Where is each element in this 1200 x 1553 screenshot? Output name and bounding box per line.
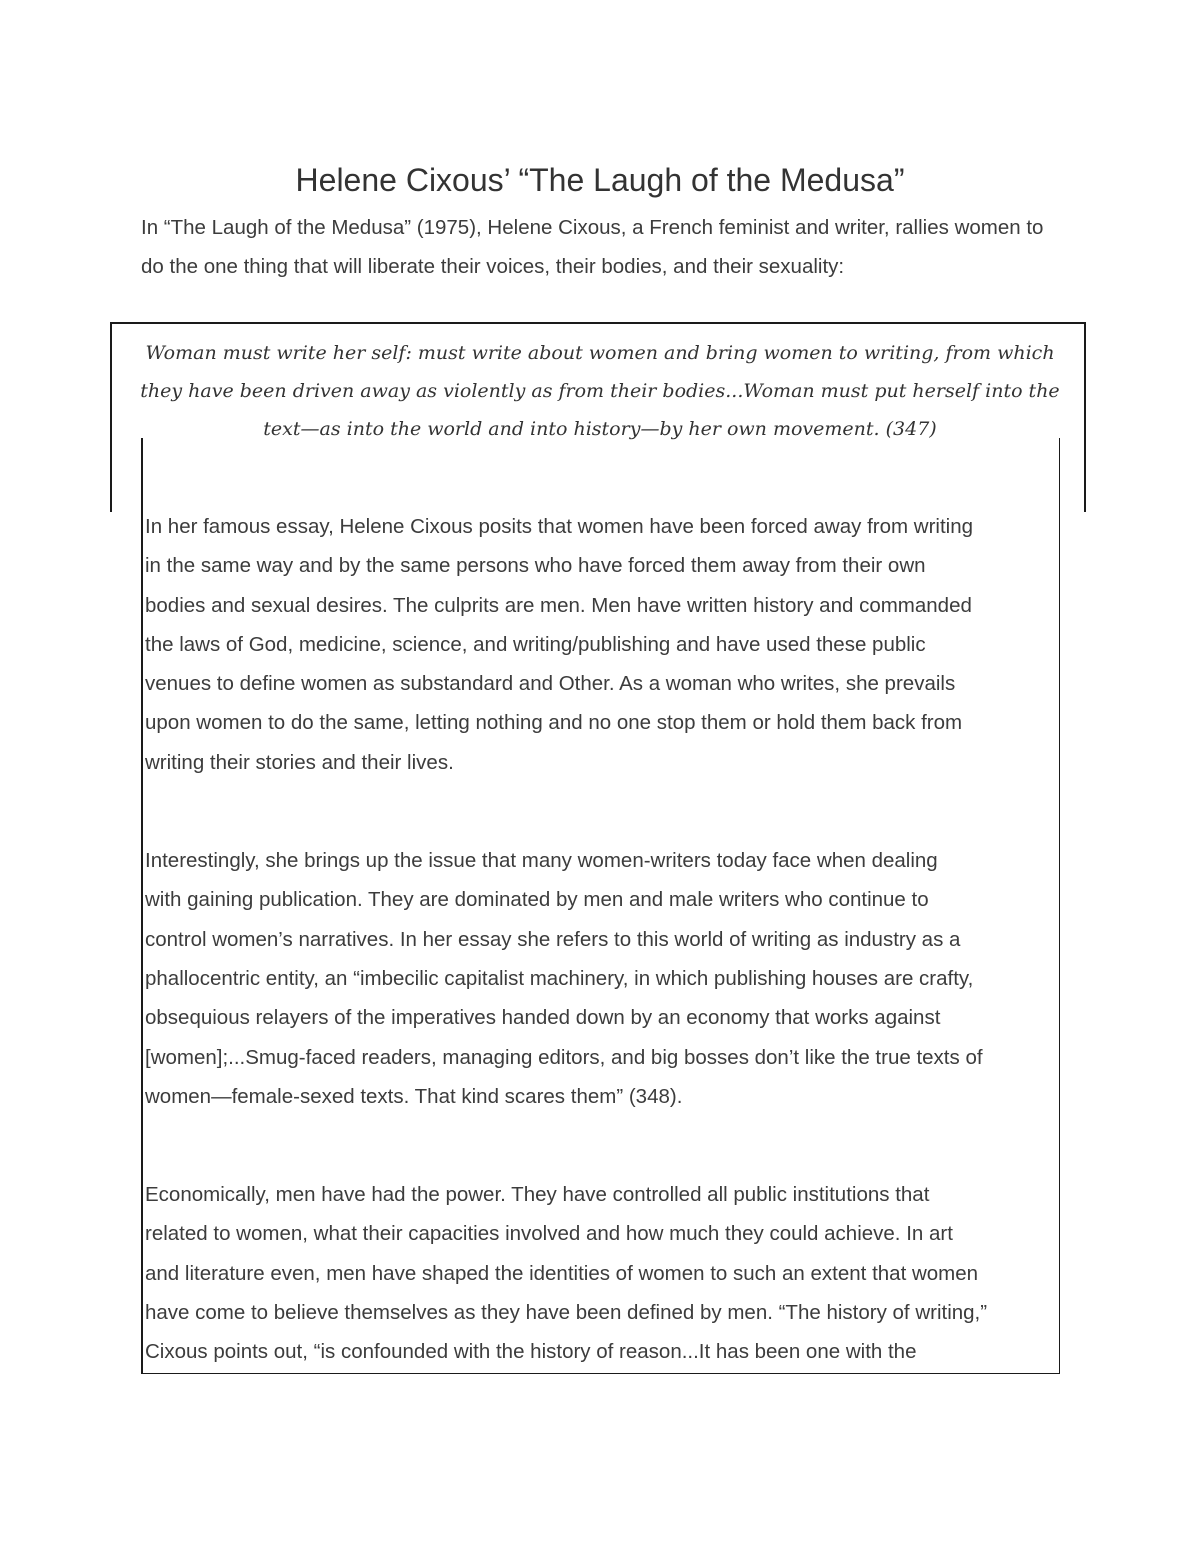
body-text	[145, 507, 1057, 1374]
document-title: Helene Cixous’ “The Laugh of the Medusa”	[295, 162, 905, 198]
body-text-frame	[141, 438, 1060, 1374]
body-paragraph: Economically, men have had the power. They have controlled all public institutions that related to women, what their capacities involved and how much they could achieve. In art and literature even, men have shaped the identities of women to such an extent that women have come to believe themselves as they have been defined by men. “The history of writing,” Cixous points out, “is confounded with the history of reason...It has been one with the	[145, 1183, 988, 1364]
body-paragraph: Interestingly, she brings up the issue that many women-writers today face when dealing with gaining publication. They are dominated by men and male writers who continue to control women’s narratives. In her essay she refers to this world of writing as industry as a phallocentric entity, an “imbecilic capitalist machinery, in which publishing houses are crafty, obsequious relayers of the imperatives handed down by an economy that works against [women];...Smug-faced readers, managing editors, and big bosses don’t like the true texts of women—female-sexed texts. That kind scares them” (348).	[145, 849, 983, 1108]
block-quote: Woman must write her self: must write about women and bring women to writing, from which they have been driven away as violently as from their bodies...Woman must put herself into the text—as into the world and into history—by her own movement. (347)	[140, 342, 1060, 440]
intro-paragraph: In “The Laugh of the Medusa” (1975), Helene Cixous, a French feminist and writer, rallies women to do the one thing that will liberate their voices, their bodies, and their sexuality:	[141, 216, 1044, 278]
body-paragraph: In her famous essay, Helene Cixous posits that women have been forced away from writing in the same way and by the same persons who have forced them away from their own bodies and sexual desires. The culprits are men. Men have written history and commanded the laws of God, medicine, science, and writing/publishing and have used these public venues to define women as substandard and Other. As a woman who writes, she prevails upon women to do the same, letting nothing and no one stop them or hold them back from writing their stories and their lives.	[145, 515, 973, 774]
